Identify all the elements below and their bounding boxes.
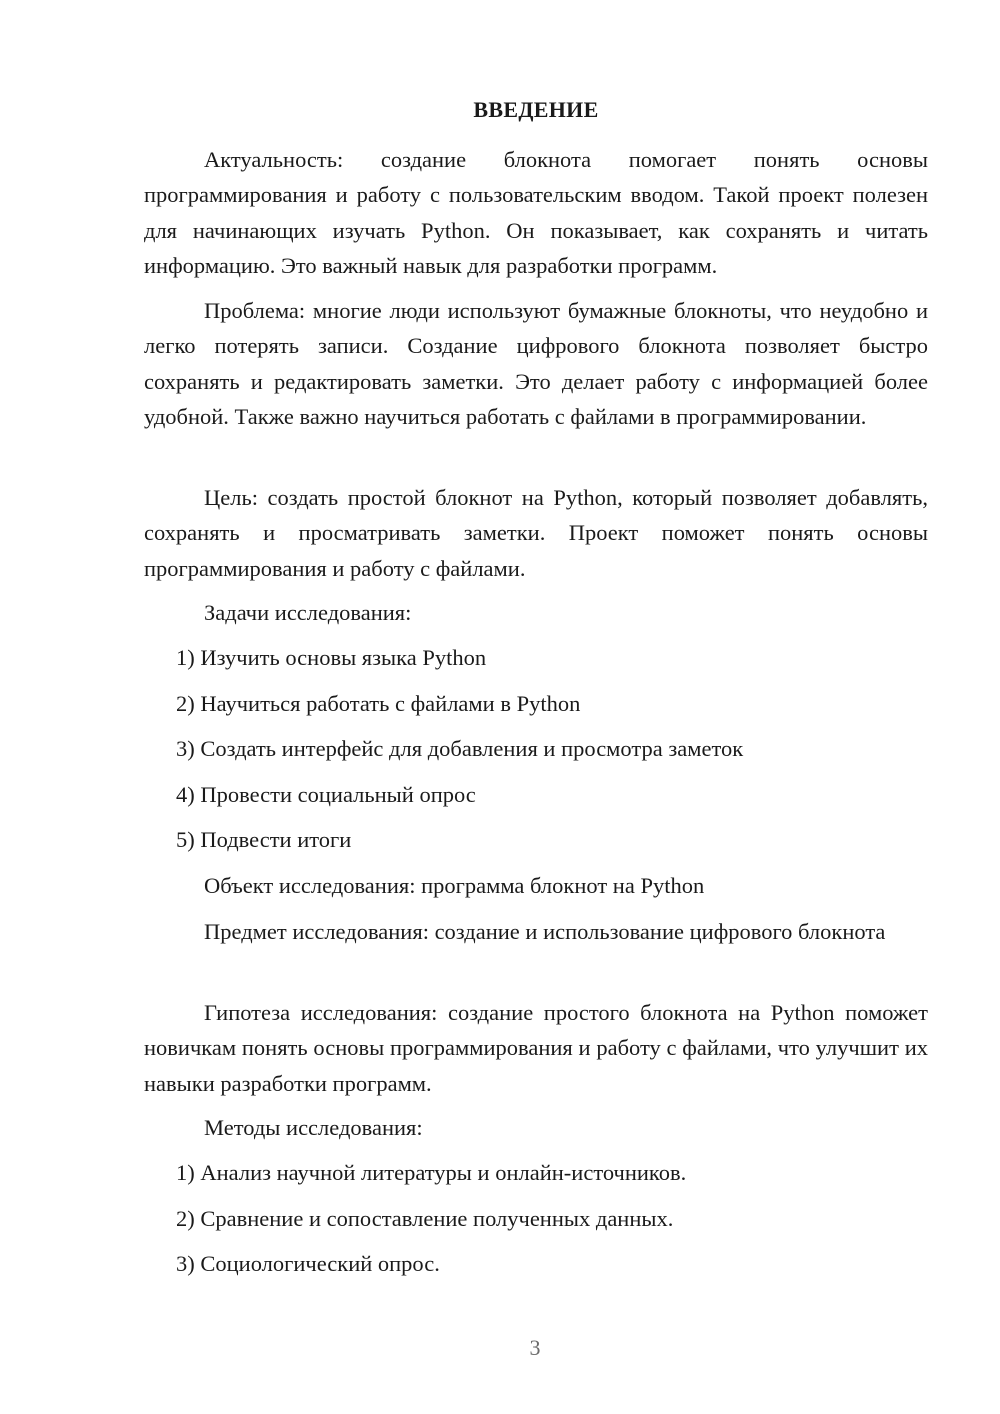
- tasks-heading: Задачи исследования:: [204, 600, 412, 625]
- subject-paragraph: Предмет исследования: создание и использование цифрового блокнота: [204, 919, 886, 944]
- methods-heading: Методы исследования:: [204, 1115, 423, 1140]
- relevance-paragraph: Актуальность: создание блокнота помогает понять основы программирования и работу с пользовательским вводом. Такой проект полезен для начинающих изучать Python. Он показывает, как сохранять и читать информацию. Это важный навык для разработки программ.: [144, 147, 928, 278]
- page-title: ВВЕДЕНИЕ: [473, 97, 599, 122]
- object-line: Объект исследования: программа блокнот на Python: [204, 873, 705, 898]
- task-item: 5) Подвести итоги: [176, 827, 352, 852]
- task-item: 3) Создать интерфейс для добавления и просмотра заметок: [176, 736, 744, 761]
- method-item: 3) Социологический опрос.: [176, 1251, 440, 1276]
- task-item: 4) Провести социальный опрос: [176, 782, 476, 807]
- method-item: 1) Анализ научной литературы и онлайн-источников.: [176, 1160, 687, 1185]
- goal-paragraph: Цель: создать простой блокнот на Python, который позволяет добавлять, сохранять и просматривать заметки. Проект поможет понять основы программирования и работу с файлами.: [144, 485, 928, 581]
- problem-paragraph: Проблема: многие люди используют бумажные блокноты, что неудобно и легко потерять записи. Создание цифрового блокнота позволяет быстро сохранять и редактировать заметки. Это делает работу с информацией более удобной. Также важно научиться работать с файлами в программировании.: [144, 298, 928, 429]
- page-number: 3: [529, 1335, 541, 1360]
- task-item: 2) Научиться работать с файлами в Python: [176, 691, 581, 716]
- method-item: 2) Сравнение и сопоставление полученных данных.: [176, 1206, 674, 1231]
- task-item: 1) Изучить основы языка Python: [176, 645, 487, 670]
- hypothesis-paragraph: Гипотеза исследования: создание простого блокнота на Python поможет новичкам понять основы программирования и работу с файлами, что улучшит их навыки разработки программ.: [144, 1000, 928, 1096]
